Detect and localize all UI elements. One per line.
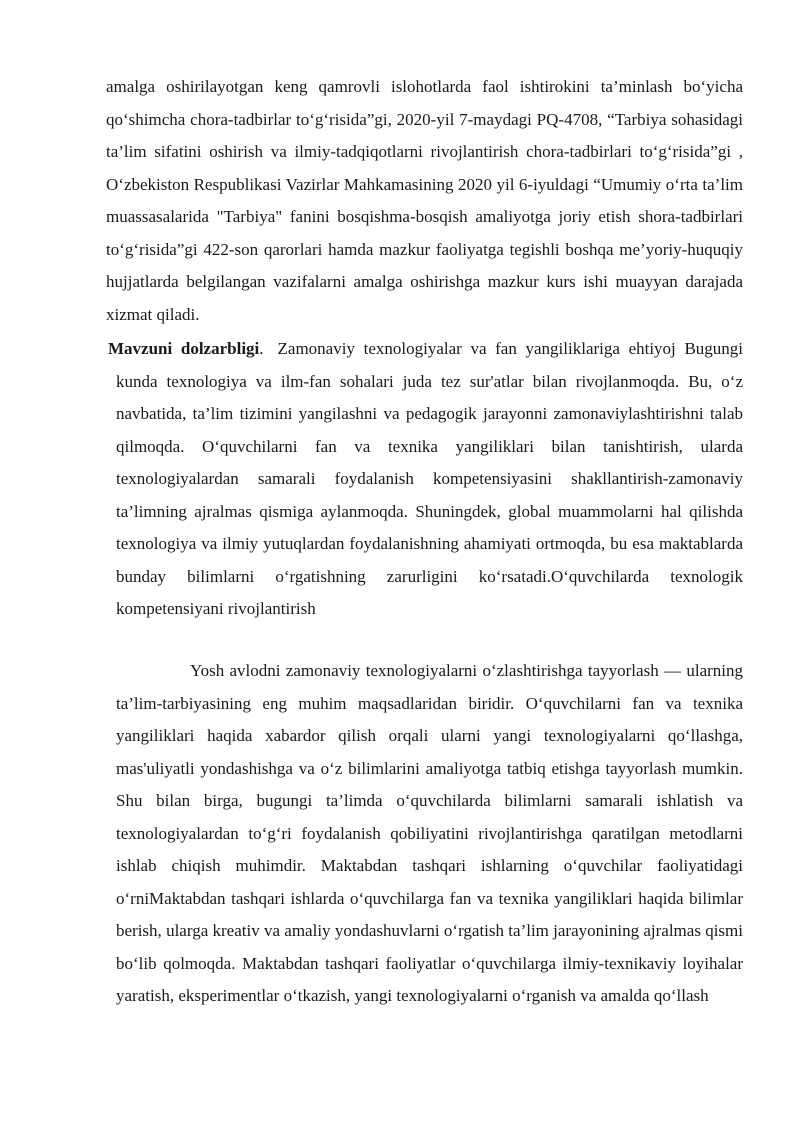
paragraph-topic-relevance [108,333,744,626]
paragraph-legal-references: amalga oshirilayotgan keng qamrovli islohotlarda faol ishtirokini ta’minlash bo‘yicha qo‘shimcha chora-tadbirlar to‘g‘risida”gi, 2020-yil 7-maydagi PQ-4708, “Tarbiya sohasidagi ta’lim sifatini oshirish va ilmiy-tadqiqotlarni rivojlantirish chora-tadbirlari to‘g‘risida”gi , O‘zbekiston Respublikasi Vazirlar Mahkamasining 2020 yil 6-iyuldagi “Umumiy o‘rta ta’lim muassasalarida "Tarbiya" fanini bosqishma-bosqish amaliyotga joriy etish shora-tadbirlari to‘g‘risida”gi 422-son qarorlari hamda mazkur faoliyatga tegishli boshqa me’yoriy-huquqiy hujjatlarda belgilangan vazifalarni amalga oshirishga mazkur kurs ishi muayyan darajada xizmat qiladi. [106,77,743,324]
section-body-text: Bugungi kunda texnologiya va ilm-fan sohalari juda tez sur'atlar bilan rivojlanmoqda. Bu, o‘z navbatida, ta’lim tizimini yangilashni va pedagogik jarayonni zamonaviylashtirishni talab qilmoqda. O‘quvchilarni fan va texnika yangiliklari bilan tanishtirish, ularda texnologiyalardan samarali foydalanish kompetensiyasini shakllantirish-zamonaviy ta’limning ajralmas qismiga aylanmoqda. Shuningdek, global muammolarni hal qilishda texnologiya va ilmiy yutuqlardan foydalanishning ahamiyati ortmoqda, bu esa maktablarda bunday bilimlarni o‘rgatishning zarurligini ko‘rsatadi.O‘quvchilarda texnologik kompetensiyani rivojlantirish [116,339,744,618]
section-heading: Mavzuni dolzarbligi [108,339,260,358]
paragraph-young-generation: Yosh avlodni zamonaviy texnologiyalarni o‘zlashtirishga tayyorlash — ularning ta’lim-tarbiyasining eng muhim maqsadlaridan biridir. O‘quvchilarni fan va texnika yangiliklari haqida xabardor qilish orqali ularni yangi texnologiyalarni qo‘llashga, mas'uliyatli yondashishga va o‘z bilimlarini amaliyotga tatbiq etishga tayyorlash mumkin. Shu bilan birga, bugungi ta’limda o‘quvchilarda bilimlarni samarali ishlatish va texnologiyalardan to‘g‘ri foydalanish qobiliyatini rivojlantirishga qaratilgan metodlarni ishlab chiqish muhimdir. Maktabdan tashqari ishlarning o‘quvchilar faoliyatidagi o‘rniMaktabdan tashqari ishlarda o‘quvchilarga fan va texnika yangiliklari haqida bilimlar berish, ularga kreativ va amaliy yondashuvlarni o‘rgatish ta’lim jarayonining ajralmas qismi bo‘lib qolmoqda. Maktabdan tashqari faoliyatlar o‘quvchilarga ilmiy-texnikaviy loyihalar yaratish, eksperimentlar o‘tkazish, yangi texnologiyalarni o‘rganish va amalda qo‘llash [116,661,743,1005]
section-intro-text: Zamonaviy texnologiyalar va fan yangiliklariga ehtiyoj [277,339,676,358]
section-heading-punctuation: . [259,339,264,358]
